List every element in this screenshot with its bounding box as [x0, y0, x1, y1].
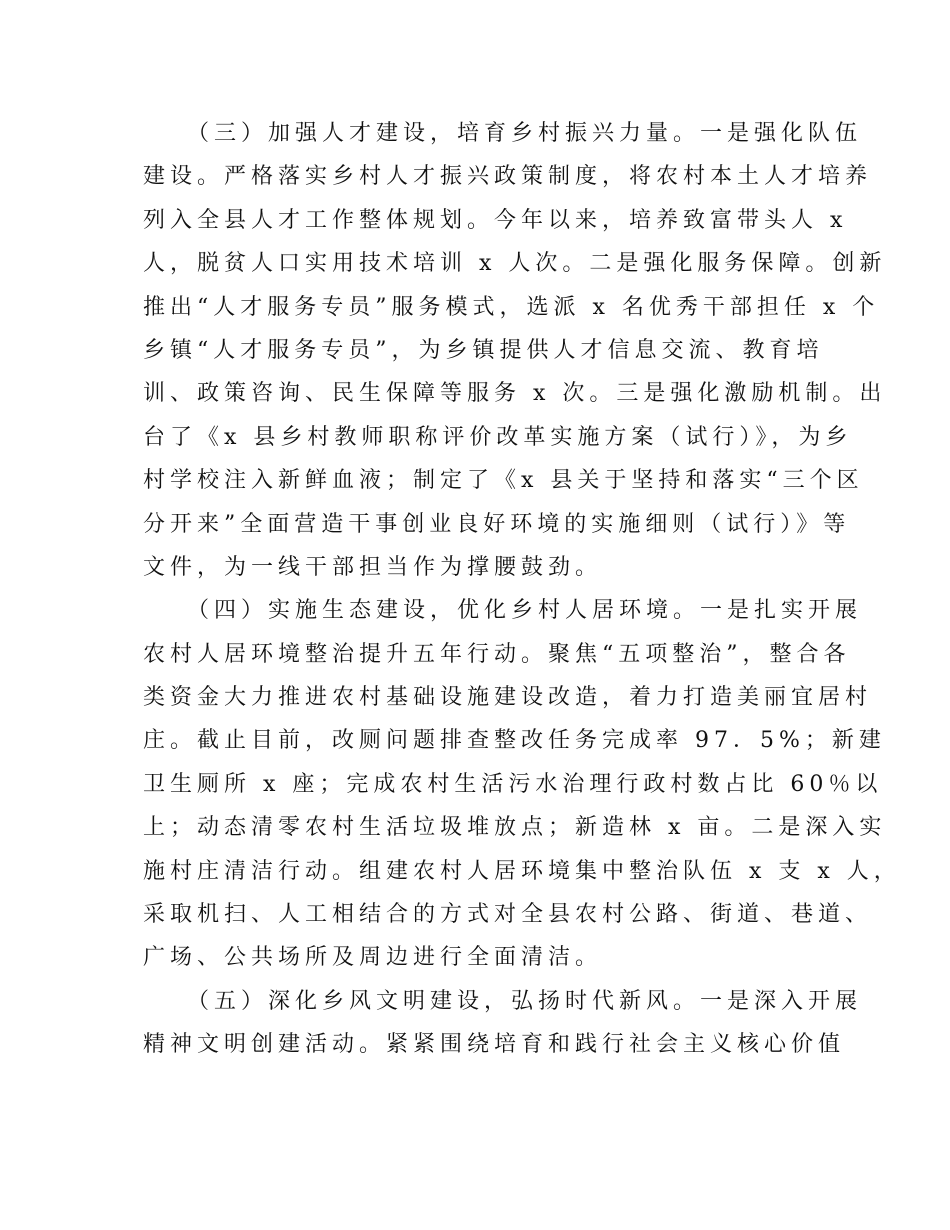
text-line: 分开来”全面营造干事创业良好环境的实施细则（试行）》等: [143, 511, 851, 537]
paragraph-talent-building: [143, 112, 887, 589]
document-body: [143, 112, 901, 1067]
text-line: 采取机扫、人工相结合的方式对全县农村公路、街道、巷道、: [143, 902, 873, 928]
text-line: 村学校注入新鲜血液；制定了《x 县关于坚持和落实“三个区: [143, 468, 864, 494]
text-line: 乡镇“人才服务专员”，为乡镇提供人才信息交流、教育培: [143, 337, 824, 363]
text-line: 广场、公共场所及周边进行全面清洁。: [143, 945, 603, 971]
text-line: 卫生厕所 x 座；完成农村生活污水治理行政村数占比 60％以: [143, 771, 883, 797]
text-line: 建设。严格落实乡村人才振兴政策制度，将农村本土人才培养: [143, 164, 873, 190]
text-line: 训、政策咨询、民生保障等服务 x 次。三是强化激励机制。出: [143, 381, 887, 407]
text-line: 农村人居环境整治提升五年行动。聚焦“五项整治”，整合各: [143, 641, 851, 667]
text-line: 施村庄清洁行动。组建农村人居环境集中整治队伍 x 支 x 人，: [143, 858, 901, 884]
text-line: （五）深化乡风文明建设，弘扬时代新风。一是深入开展: [187, 988, 863, 1014]
paragraph-ecological-construction: [143, 589, 901, 980]
text-line: （三）加强人才建设，培育乡村振兴力量。一是强化队伍: [187, 121, 863, 146]
text-line: 人，脱贫人口实用技术培训 x 人次。二是强化服务保障。创新: [143, 251, 887, 277]
text-line: 精神文明创建活动。紧紧围绕培育和践行社会主义核心价值: [143, 1032, 846, 1058]
text-line: 上；动态清零农村生活垃圾堆放点；新造林 x 亩。二是深入实: [143, 815, 887, 841]
text-line: 文件，为一线干部担当作为撑腰鼓劲。: [143, 554, 603, 580]
text-line: 台了《x 县乡村教师职称评价改革实施方案（试行）》，为乡: [143, 424, 853, 450]
text-line: 庄。截止目前，改厕问题排查整改任务完成率 97．5%；新建: [143, 728, 886, 754]
text-line: 类资金大力推进农村基础设施建设改造，着力打造美丽宜居村: [143, 685, 873, 711]
text-line: 列入全县人才工作整体规划。今年以来，培养致富带头人 x: [143, 207, 848, 233]
paragraph-rural-civilization: [143, 980, 863, 1067]
text-line: （四）实施生态建设，优化乡村人居环境。一是扎实开展: [187, 598, 863, 624]
text-line: 推出“人才服务专员”服务模式，选派 x 名优秀干部担任 x 个: [143, 294, 880, 320]
